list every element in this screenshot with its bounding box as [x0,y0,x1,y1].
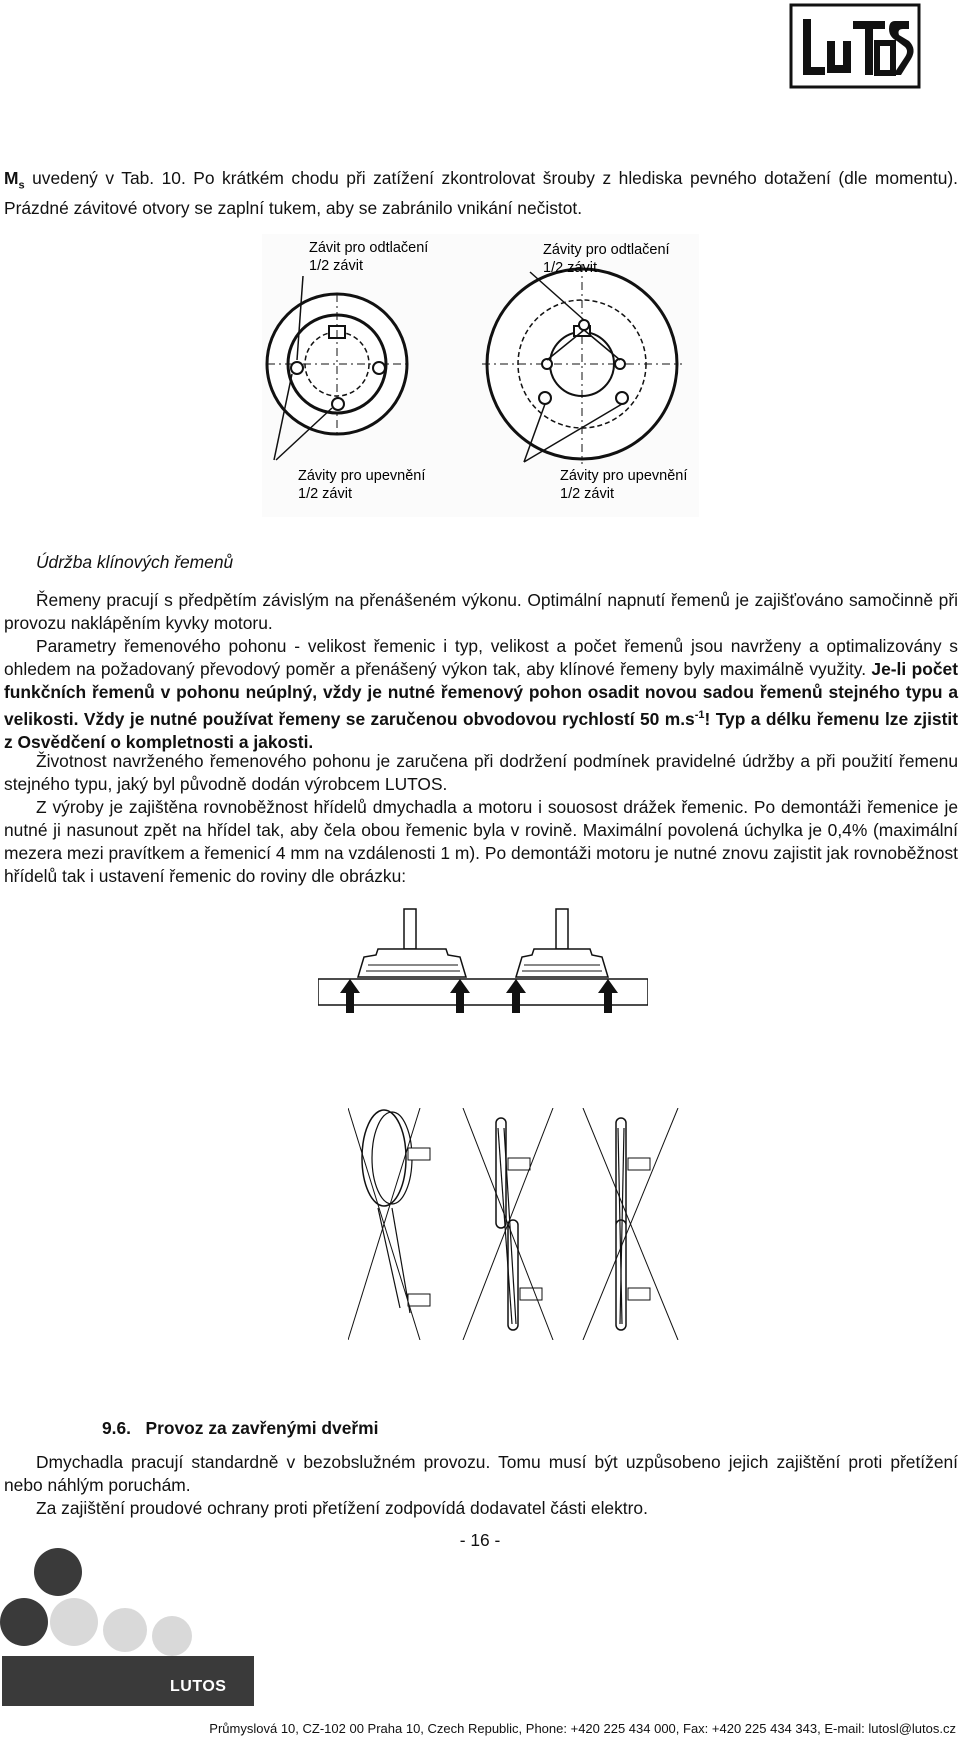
section-96-paragraph-2: Za zajištění proudové ochrany proti přetížení zodpovídá dodavatel části elektro. [36,1498,648,1518]
footer-brand: LUTOS [170,1678,227,1695]
section-96-paragraph-1: Dmychadla pracují standardně v bezobslužném provozu. Tomu musí být uzpůsobeno jejich zajištění proti přetížení nebo náhlým poruchám. [4,1452,958,1495]
label-right-bottom-2: 1/2 závit [560,486,614,502]
flange-diagram [262,234,699,517]
label-left-bottom-2: 1/2 závit [298,486,352,502]
belt-p2-bold-a: Je-li počet funkčních řemenů v pohonu neúplný, vždy je nutné řemenový pohon osadit novou sadou řemenů stejného typu a velikosti. Vždy je nutné používat řemeny se zaručenou obvodovou rychlostí 50 m.s [4,659,958,729]
belt-paragraph-2 [4,635,958,754]
left-flange-drawing [267,276,407,460]
misalignment-diagram [348,1108,708,1340]
belt-paragraph-1: Řemeny pracují s předpětím závislým na přenášeném výkonu. Optimální napnutí řemenů je zajišťováno samočinně při provozu naklápěním kyvky motoru. [4,590,958,633]
footer-circles-graphic [0,1548,220,1660]
misalignment-1 [348,1108,430,1340]
misalignment-2 [463,1108,553,1340]
pulley-alignment-diagram [318,905,648,1015]
page-number: - 16 - [459,1530,501,1550]
ms-symbol: M [4,168,19,188]
section-96-title: Provoz za zavřenými dveřmi [145,1418,379,1438]
lutos-logo [789,3,921,89]
label-right-top-1: Závity pro odtlačení [543,242,670,258]
right-flange-drawing [482,264,682,464]
label-left-top-1: Závit pro odtlačení [309,240,429,256]
footer-brand-bar [2,1656,254,1706]
belt-p2-normal: Parametry řemenového pohonu - velikost řemenic i typ, velikost a počet řemenů jsou navrženy a optimalizovány s ohledem na požadovaný převodový poměr a přenášený výkon tak, aby klínové řemeny byly maximálně využity. [4,636,958,679]
belt-p2-sup: -1 [694,709,705,721]
section-heading: Údržba klínových řemenů [36,552,234,572]
label-right-top-2: 1/2 závit [543,260,597,276]
footer-address: Průmyslová 10, CZ-102 00 Praha 10, Czech Republic, Phone: +420 225 434 000, Fax: +420 225 434 343, E-mail: lutosl@lutos.cz [209,1721,956,1736]
label-left-bottom-1: Závity pro upevnění [298,468,426,484]
section-96-number: 9.6. [102,1418,132,1438]
intro-paragraph [4,167,958,220]
intro-text: uvedený v Tab. 10. Po krátkém chodu při zatížení zkontrolovat šrouby z hlediska pevného dotažení (dle momentu). Prázdné závitové otvory se zaplní tukem, aby se zabránilo vnikání nečistot. [4,168,958,219]
belt-p2-bold-b: ! Typ a délku řemenu lze zjistit z Osvědčení o kompletnosti a jakosti. [4,708,959,752]
label-left-top-2: 1/2 závit [309,258,363,274]
label-right-bottom-1: Závity pro upevnění [560,468,688,484]
ms-subscript: s [18,179,25,192]
section-96-heading [102,1418,378,1439]
misalignment-3 [583,1108,678,1340]
belt-paragraph-4: Z výroby je zajištěna rovnoběžnost hřídelů dmychadla a motoru i souosost drážek řemenic. Po demontáži řemenice je nutné ji nasunout zpět na hřídel tak, aby čela obou řemenic byla v rovině. Maximální povolená úchylka je 0,4% (maximální mezera mezi pravítkem a řemenicí 4 mm na vzdálenosti 1 m). Po demontáži motoru je nutné znovu zajistit jak rovnoběžnost hřídelů tak i ustavení řemenic do roviny dle obrázku: [4,797,958,886]
belt-paragraph-3: Životnost navrženého řemenového pohonu je zaručena při dodržení podmínek pravidelné údržby a při použití řemenu stejného typu, jaký byl původně dodán výrobcem LUTOS. [4,751,958,794]
